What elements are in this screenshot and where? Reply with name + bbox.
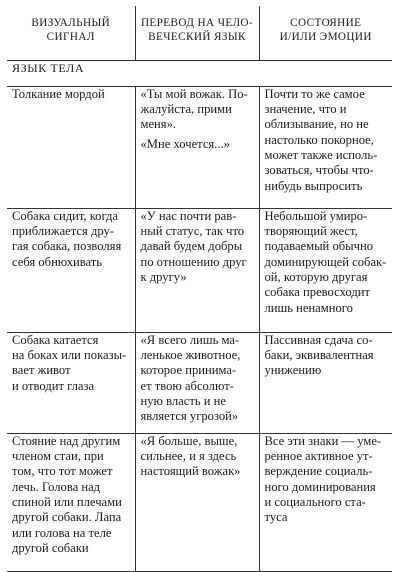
table-row [7, 208, 392, 332]
header-state-emotions: СОСТОЯНИЕ И/ИЛИ ЭМОЦИИ [259, 6, 392, 60]
translation-cell: «У нас почти рав- ный статус, так что давай будем добры по отношению друг к другу» [135, 208, 259, 332]
translation-text-extra: «Мне хочется...» [140, 136, 230, 151]
state-cell: Почти то же самое значение, что и облизывание, но не настолько покорное, может также исполь- зоваться, чтобы что- нибудь выпросить [259, 86, 392, 208]
header-visual-signal: ВИЗУАЛЬНЫЙ СИГНАЛ [7, 6, 135, 60]
translation-cell [135, 86, 259, 208]
section-title: ЯЗЫК ТЕЛА [7, 60, 392, 86]
table-row [7, 332, 392, 433]
signal-cell: Стояние над другим членом стаи, при том, что тот может лечь. Голова над спиной или плечами другой собаки. Лапа или голова на теле другой собаки [7, 433, 135, 571]
table-row [7, 433, 392, 571]
state-cell: Все эти знаки — уме- ренное активное ут- верждение социаль- ного доминирования и социального ста- туса [259, 433, 392, 571]
state-cell: Небольшой умиро- творяющий жест, подаваемый обычно доминирующей собак- ой, которую другая собака превосходит лишь ненамного [259, 208, 392, 332]
signal-cell: Толкание мордой [7, 86, 135, 208]
translation-cell: «Я всего лишь ма- ленькое животное, которое принима- ет твою абсолют- ную власть и не является угрозой» [135, 332, 259, 433]
section-row [7, 60, 392, 86]
dog-signals-table [7, 6, 392, 572]
translation-cell: «Я больше, выше, сильнее, и я здесь настоящий вожак» [135, 433, 259, 571]
signal-cell: Собака сидит, когда приближается дру- гая собака, позволяя себя обнюхивать [7, 208, 135, 332]
table-row [7, 86, 392, 208]
signal-cell: Собака катается на боках или показы- вает живот и отводит глаза [7, 332, 135, 433]
table-header-row [7, 6, 392, 60]
state-cell: Пассивная сдача со- баки, эквивалентная унижению [259, 332, 392, 433]
header-human-translation: ПЕРЕВОД НА ЧЕЛО- ВЕЧЕСКИЙ ЯЗЫК [135, 6, 259, 60]
translation-text: «Ты мой вожак. По- жалуйста, прими меня». [140, 86, 248, 132]
